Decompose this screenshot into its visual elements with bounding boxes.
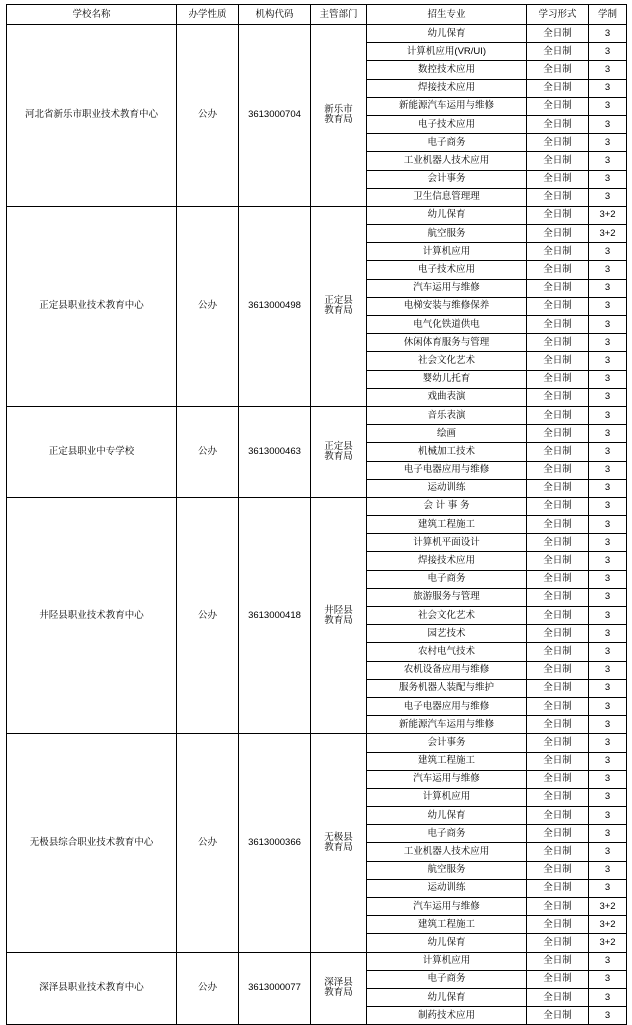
- study-form-cell: 全日制: [527, 497, 589, 515]
- major-name-cell: 建筑工程施工: [367, 516, 527, 534]
- school-system-cell: 3: [589, 334, 627, 352]
- major-name-cell: 焊接技术应用: [367, 79, 527, 97]
- study-form-cell: 全日制: [527, 861, 589, 879]
- school-system-cell: 3: [589, 170, 627, 188]
- school-name-cell: 井陉县职业技术教育中心: [7, 497, 177, 733]
- supervising-department-cell: 正定县 教育局: [311, 206, 367, 406]
- major-name-cell: 社会文化艺术: [367, 352, 527, 370]
- study-form-cell: 全日制: [527, 898, 589, 916]
- major-name-cell: 汽车运用与维修: [367, 770, 527, 788]
- school-system-cell: 3: [589, 297, 627, 315]
- school-system-cell: 3+2: [589, 206, 627, 224]
- study-form-cell: 全日制: [527, 934, 589, 952]
- institution-code-cell: 3613000366: [239, 734, 311, 952]
- table-row: [7, 497, 627, 515]
- table-row: [7, 952, 627, 970]
- school-system-cell: 3: [589, 352, 627, 370]
- study-form-cell: 全日制: [527, 607, 589, 625]
- school-system-cell: 3: [589, 952, 627, 970]
- major-name-cell: 电子商务: [367, 134, 527, 152]
- study-form-cell: 全日制: [527, 879, 589, 897]
- major-name-cell: 园艺技术: [367, 625, 527, 643]
- major-name-cell: 电子商务: [367, 570, 527, 588]
- school-system-cell: 3: [589, 79, 627, 97]
- study-form-cell: 全日制: [527, 316, 589, 334]
- study-form-cell: 全日制: [527, 461, 589, 479]
- school-system-cell: 3: [589, 607, 627, 625]
- major-name-cell: 会 计 事 务: [367, 497, 527, 515]
- major-name-cell: 婴幼儿托育: [367, 370, 527, 388]
- institution-code-cell: 3613000498: [239, 206, 311, 406]
- study-form-cell: 全日制: [527, 788, 589, 806]
- major-name-cell: 计算机应用: [367, 243, 527, 261]
- study-form-cell: 全日制: [527, 370, 589, 388]
- study-form-cell: 全日制: [527, 643, 589, 661]
- study-form-cell: 全日制: [527, 61, 589, 79]
- study-form-cell: 全日制: [527, 479, 589, 497]
- major-name-cell: 新能源汽车运用与维修: [367, 97, 527, 115]
- institution-code-cell: 3613000704: [239, 25, 311, 207]
- school-system-cell: 3: [589, 188, 627, 206]
- school-system-cell: 3: [589, 643, 627, 661]
- major-name-cell: 会计事务: [367, 170, 527, 188]
- school-system-cell: 3: [589, 479, 627, 497]
- study-form-cell: 全日制: [527, 334, 589, 352]
- major-name-cell: 计算机应用: [367, 788, 527, 806]
- school-system-cell: 3: [589, 152, 627, 170]
- school-system-cell: 3: [589, 97, 627, 115]
- study-form-cell: 全日制: [527, 225, 589, 243]
- major-name-cell: 航空服务: [367, 861, 527, 879]
- school-name-cell: 正定县职业技术教育中心: [7, 206, 177, 406]
- study-form-cell: 全日制: [527, 97, 589, 115]
- study-form-cell: 全日制: [527, 570, 589, 588]
- study-form-cell: 全日制: [527, 134, 589, 152]
- school-system-cell: 3: [589, 807, 627, 825]
- table-header-row: [7, 5, 627, 25]
- school-system-cell: 3: [589, 25, 627, 43]
- supervising-department-cell: 井陉县 教育局: [311, 497, 367, 733]
- study-form-cell: 全日制: [527, 152, 589, 170]
- school-system-cell: 3: [589, 1007, 627, 1025]
- school-system-cell: 3: [589, 697, 627, 715]
- school-system-cell: 3: [589, 861, 627, 879]
- study-form-cell: 全日制: [527, 352, 589, 370]
- table-row: [7, 406, 627, 424]
- major-name-cell: 工业机器人技术应用: [367, 152, 527, 170]
- study-form-cell: 全日制: [527, 970, 589, 988]
- header-study-form: 学习形式: [527, 5, 589, 25]
- major-name-cell: 机械加工技术: [367, 443, 527, 461]
- study-form-cell: 全日制: [527, 188, 589, 206]
- major-name-cell: 农村电气技术: [367, 643, 527, 661]
- study-form-cell: 全日制: [527, 443, 589, 461]
- table-body: [7, 25, 627, 1025]
- school-system-cell: 3: [589, 134, 627, 152]
- major-name-cell: 服务机器人装配与维护: [367, 679, 527, 697]
- institution-code-cell: 3613000418: [239, 497, 311, 733]
- major-name-cell: 计算机应用(VR/UI): [367, 43, 527, 61]
- school-nature-cell: 公办: [177, 25, 239, 207]
- school-system-cell: 3: [589, 316, 627, 334]
- major-name-cell: 幼儿保育: [367, 807, 527, 825]
- supervising-department-cell: 深泽县 教育局: [311, 952, 367, 1025]
- school-system-cell: 3: [589, 825, 627, 843]
- school-system-cell: 3: [589, 115, 627, 133]
- table-header: [7, 5, 627, 25]
- school-system-cell: 3: [589, 879, 627, 897]
- school-system-cell: 3: [589, 534, 627, 552]
- study-form-cell: 全日制: [527, 534, 589, 552]
- study-form-cell: 全日制: [527, 752, 589, 770]
- school-system-cell: 3: [589, 461, 627, 479]
- major-name-cell: 计算机平面设计: [367, 534, 527, 552]
- major-name-cell: 电子技术应用: [367, 261, 527, 279]
- major-name-cell: 电子技术应用: [367, 115, 527, 133]
- school-name-cell: 深泽县职业技术教育中心: [7, 952, 177, 1025]
- institution-code-cell: 3613000077: [239, 952, 311, 1025]
- table-row: [7, 206, 627, 224]
- major-name-cell: 制药技术应用: [367, 1007, 527, 1025]
- study-form-cell: 全日制: [527, 43, 589, 61]
- study-form-cell: 全日制: [527, 843, 589, 861]
- major-name-cell: 会计事务: [367, 734, 527, 752]
- school-name-cell: 无极县综合职业技术教育中心: [7, 734, 177, 952]
- study-form-cell: 全日制: [527, 679, 589, 697]
- major-name-cell: 电子电器应用与维修: [367, 461, 527, 479]
- major-name-cell: 音乐表演: [367, 406, 527, 424]
- institution-code-cell: 3613000463: [239, 406, 311, 497]
- major-name-cell: 新能源汽车运用与维修: [367, 716, 527, 734]
- school-name-cell: 正定县职业中专学校: [7, 406, 177, 497]
- header-institution-code: 机构代码: [239, 5, 311, 25]
- school-system-cell: 3+2: [589, 898, 627, 916]
- major-name-cell: 幼儿保育: [367, 988, 527, 1006]
- school-system-cell: 3+2: [589, 225, 627, 243]
- school-system-cell: 3: [589, 625, 627, 643]
- study-form-cell: 全日制: [527, 825, 589, 843]
- major-name-cell: 电气化铁道供电: [367, 316, 527, 334]
- study-form-cell: 全日制: [527, 625, 589, 643]
- school-system-cell: 3: [589, 443, 627, 461]
- header-school-system: 学制: [589, 5, 627, 25]
- major-name-cell: 戏曲表演: [367, 388, 527, 406]
- header-enrollment-major: 招生专业: [367, 5, 527, 25]
- study-form-cell: 全日制: [527, 661, 589, 679]
- school-nature-cell: 公办: [177, 497, 239, 733]
- school-nature-cell: 公办: [177, 406, 239, 497]
- study-form-cell: 全日制: [527, 916, 589, 934]
- major-name-cell: 焊接技术应用: [367, 552, 527, 570]
- major-name-cell: 运动训练: [367, 479, 527, 497]
- school-system-cell: 3: [589, 588, 627, 606]
- school-system-cell: 3: [589, 570, 627, 588]
- school-system-cell: 3: [589, 752, 627, 770]
- school-system-cell: 3: [589, 988, 627, 1006]
- school-nature-cell: 公办: [177, 734, 239, 952]
- school-system-cell: 3: [589, 552, 627, 570]
- major-name-cell: 绘画: [367, 425, 527, 443]
- school-system-cell: 3: [589, 388, 627, 406]
- school-nature-cell: 公办: [177, 206, 239, 406]
- study-form-cell: 全日制: [527, 807, 589, 825]
- school-system-cell: 3: [589, 843, 627, 861]
- major-name-cell: 卫生信息管理理: [367, 188, 527, 206]
- school-system-cell: 3+2: [589, 934, 627, 952]
- major-name-cell: 汽车运用与维修: [367, 279, 527, 297]
- study-form-cell: 全日制: [527, 279, 589, 297]
- study-form-cell: 全日制: [527, 770, 589, 788]
- study-form-cell: 全日制: [527, 206, 589, 224]
- school-name-cell: 河北省新乐市职业技术教育中心: [7, 25, 177, 207]
- major-name-cell: 工业机器人技术应用: [367, 843, 527, 861]
- school-system-cell: 3: [589, 661, 627, 679]
- school-major-table: [6, 4, 627, 1025]
- major-name-cell: 建筑工程施工: [367, 916, 527, 934]
- supervising-department-cell: 新乐市 教育局: [311, 25, 367, 207]
- school-system-cell: 3+2: [589, 916, 627, 934]
- study-form-cell: 全日制: [527, 115, 589, 133]
- study-form-cell: 全日制: [527, 170, 589, 188]
- school-system-cell: 3: [589, 788, 627, 806]
- school-system-cell: 3: [589, 243, 627, 261]
- study-form-cell: 全日制: [527, 25, 589, 43]
- school-system-cell: 3: [589, 734, 627, 752]
- major-name-cell: 电子电器应用与维修: [367, 697, 527, 715]
- major-name-cell: 汽车运用与维修: [367, 898, 527, 916]
- study-form-cell: 全日制: [527, 425, 589, 443]
- study-form-cell: 全日制: [527, 552, 589, 570]
- school-system-cell: 3: [589, 679, 627, 697]
- table-row: [7, 25, 627, 43]
- major-name-cell: 建筑工程施工: [367, 752, 527, 770]
- major-name-cell: 休闲体育服务与管理: [367, 334, 527, 352]
- major-name-cell: 社会文化艺术: [367, 607, 527, 625]
- major-name-cell: 幼儿保育: [367, 25, 527, 43]
- school-system-cell: 3: [589, 370, 627, 388]
- header-school-name: 学校名称: [7, 5, 177, 25]
- study-form-cell: 全日制: [527, 406, 589, 424]
- major-name-cell: 数控技术应用: [367, 61, 527, 79]
- study-form-cell: 全日制: [527, 588, 589, 606]
- study-form-cell: 全日制: [527, 952, 589, 970]
- study-form-cell: 全日制: [527, 697, 589, 715]
- study-form-cell: 全日制: [527, 243, 589, 261]
- school-system-cell: 3: [589, 61, 627, 79]
- study-form-cell: 全日制: [527, 261, 589, 279]
- supervising-department-cell: 正定县 教育局: [311, 406, 367, 497]
- study-form-cell: 全日制: [527, 79, 589, 97]
- study-form-cell: 全日制: [527, 716, 589, 734]
- major-name-cell: 航空服务: [367, 225, 527, 243]
- table-row: [7, 734, 627, 752]
- school-system-cell: 3: [589, 970, 627, 988]
- school-system-cell: 3: [589, 43, 627, 61]
- major-name-cell: 电子商务: [367, 970, 527, 988]
- school-system-cell: 3: [589, 406, 627, 424]
- school-system-cell: 3: [589, 425, 627, 443]
- major-name-cell: 电子商务: [367, 825, 527, 843]
- header-supervising-department: 主管部门: [311, 5, 367, 25]
- school-system-cell: 3: [589, 497, 627, 515]
- major-name-cell: 计算机应用: [367, 952, 527, 970]
- study-form-cell: 全日制: [527, 388, 589, 406]
- major-name-cell: 幼儿保育: [367, 206, 527, 224]
- header-school-nature: 办学性质: [177, 5, 239, 25]
- study-form-cell: 全日制: [527, 297, 589, 315]
- study-form-cell: 全日制: [527, 734, 589, 752]
- study-form-cell: 全日制: [527, 988, 589, 1006]
- supervising-department-cell: 无极县 教育局: [311, 734, 367, 952]
- major-name-cell: 运动训练: [367, 879, 527, 897]
- school-system-cell: 3: [589, 716, 627, 734]
- major-name-cell: 电梯安装与维修保养: [367, 297, 527, 315]
- school-nature-cell: 公办: [177, 952, 239, 1025]
- school-system-cell: 3: [589, 261, 627, 279]
- school-system-cell: 3: [589, 279, 627, 297]
- major-name-cell: 旅游服务与管理: [367, 588, 527, 606]
- major-name-cell: 农机设备应用与维修: [367, 661, 527, 679]
- study-form-cell: 全日制: [527, 1007, 589, 1025]
- study-form-cell: 全日制: [527, 516, 589, 534]
- major-name-cell: 幼儿保育: [367, 934, 527, 952]
- school-system-cell: 3: [589, 770, 627, 788]
- school-system-cell: 3: [589, 516, 627, 534]
